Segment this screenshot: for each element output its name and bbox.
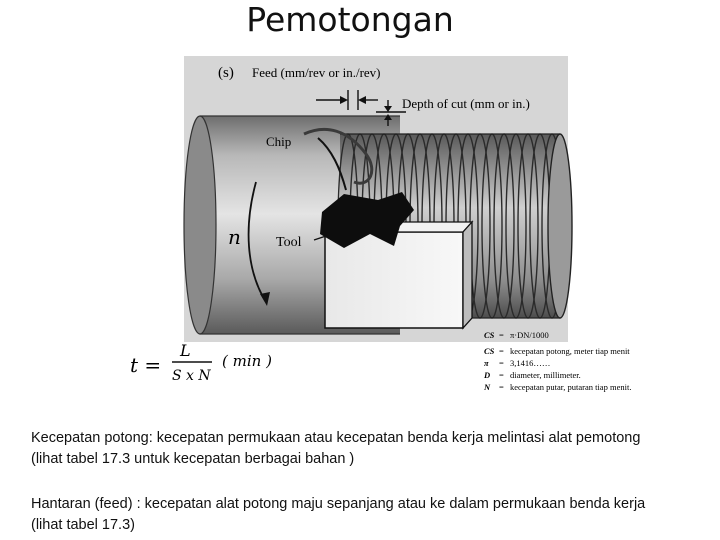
- feed-label: Feed (mm/rev or in./rev): [252, 65, 381, 80]
- turning-diagram-svg: [108, 50, 672, 402]
- legend-key: π: [484, 358, 489, 368]
- legend-key: CS: [484, 346, 495, 356]
- formula-denominator: S x N: [172, 368, 211, 384]
- legend-text: π·DN/1000: [510, 330, 549, 340]
- formula-unit: ( min ): [222, 352, 272, 370]
- feed-symbol: (s): [218, 65, 234, 81]
- feed-description: Hantaran (feed) : kecepatan alat potong maju sepanjang atau ke dalam permukaan benda kerja (lihat tabel 17.3): [31, 496, 646, 533]
- formula-lhs: t =: [130, 353, 162, 377]
- legend-sep: =: [499, 382, 504, 392]
- chip-label: Chip: [266, 134, 292, 149]
- legend-text: kecepatan potong, meter tiap menit: [510, 346, 630, 356]
- legend-sep: =: [499, 358, 504, 368]
- legend-text: 3,1416……: [510, 358, 551, 368]
- legend-sep: =: [499, 346, 504, 356]
- cutting-speed-description: Kecepatan potong: kecepatan permukaan atau kecepatan benda kerja melintasi alat pemotong (lihat tabel 17.3 untuk kecepatan berbagai bahan ): [31, 430, 641, 467]
- legend-text: kecepatan putar, putaran tiap menit.: [510, 382, 632, 392]
- workpiece-end-face: [184, 116, 216, 334]
- depth-label: Depth of cut (mm or in.): [402, 96, 530, 111]
- slide-title: Pemotongan: [246, 0, 454, 39]
- legend-sep: =: [499, 370, 504, 380]
- time-formula: [130, 341, 272, 384]
- legend-sep: =: [499, 330, 504, 340]
- rotation-label: n: [228, 225, 241, 249]
- formula-numerator: L: [180, 341, 191, 360]
- turning-diagram: [108, 50, 672, 402]
- legend-key: N: [484, 382, 491, 392]
- legend-key: D: [484, 370, 491, 380]
- legend-key: CS: [484, 330, 495, 340]
- tool-label: Tool: [276, 235, 302, 250]
- legend-text: diameter, millimeter.: [510, 370, 581, 380]
- workpiece-right-end: [548, 134, 572, 318]
